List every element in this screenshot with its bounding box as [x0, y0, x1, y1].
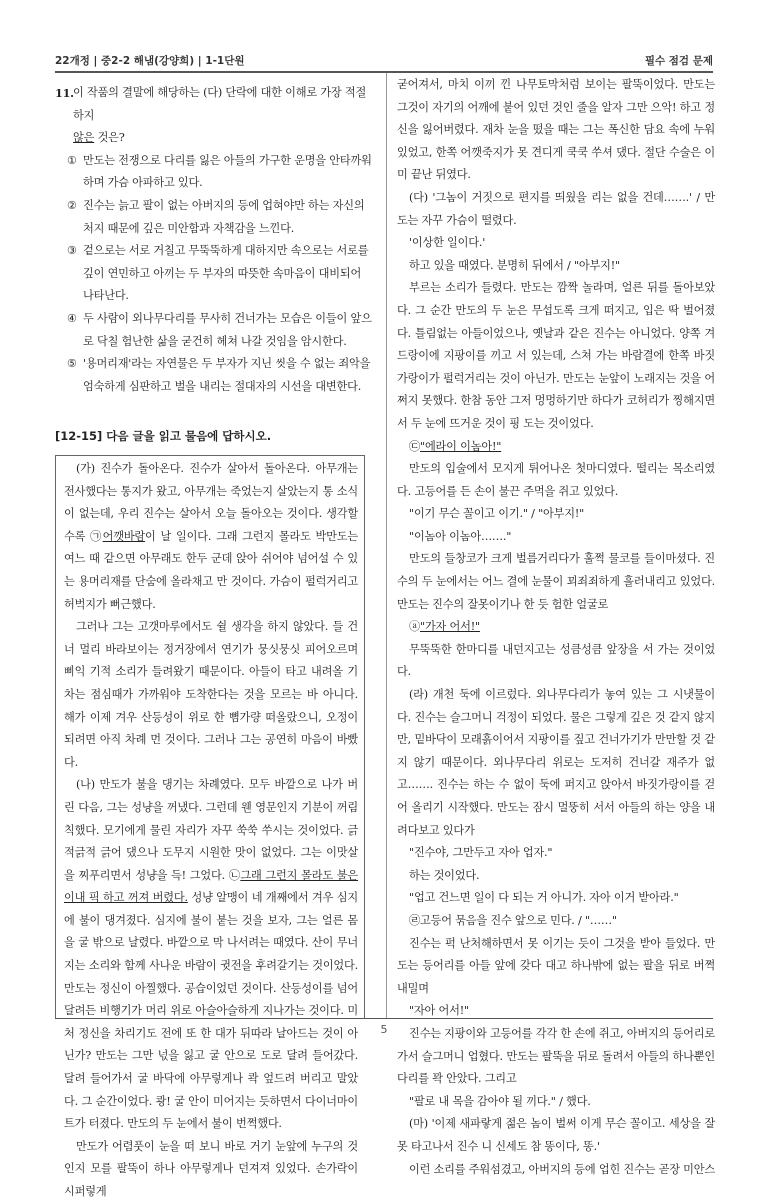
passage-paragraph: 굳어져서, 마치 이끼 낀 나무토막처럼 보이는 팔뚝이었다. 만도는 그것이 자기의 어깨에 붙어 있던 것인 줄을 알자 그만 으악! 하고 정신을 잃어버렸다. 재차 눈을 떴을 때는 그는 폭신한 담요 속에 누워 있었고, 한쪽 어깻죽지가 못 견디게 쿡쿡 쑤셔 댔다. 절단 수술은 이미 끝난 뒤였다. — [397, 78, 715, 182]
passage-continued — [397, 74, 715, 1181]
option-text: 진수는 늙고 팔이 없는 아버지의 등에 업혀야만 하는 자신의 처지 때문에 깊은 미안함과 자책감을 느낀다. — [83, 198, 365, 235]
passage-paragraph: ⓐ"가자 어서!" — [409, 620, 480, 634]
passage-paragraph: (라) 개천 둑에 이르렀다. 외나무다리가 놓여 있는 그 시냇물이다. 진수는 슬그머니 걱정이 되었다. 물은 그렇게 깊은 것 같지 않지만, 밑바닥이 모래흙이어서 지팡이를 짚고 건너가기가 만만할 것 같지 않기 때문이다. 외나무다리 위로는 도저히 건너갈 재주가 없고……. 진수는 하는 수 없이 둑에 퍼지고 앉아서 바짓가랑이를 걷어 올리기 시작했다. 만도는 잠시 멀뚱히 서서 아들의 하는 양을 내려다보고 있다가 — [397, 688, 715, 837]
passage-box — [55, 455, 365, 1198]
question-stem: 이 작품의 결말에 해당하는 (다) 단락에 대한 이해로 가장 적절하지 않은 것은? — [73, 86, 367, 145]
underlined-phrase: "가자 어서!" — [420, 620, 480, 634]
option-text: 두 사람이 외나무다리를 무사히 건너가는 모습은 이들이 앞으로 닥칠 험난한 삶을 굳건히 헤쳐 나갈 것임을 암시한다. — [83, 311, 372, 348]
option-text: 만도는 전쟁으로 다리를 잃은 아들의 가구한 운명을 안타까워 하며 가슴 아파하고 있다. — [83, 153, 372, 190]
passage-paragraph: 진수는 퍽 난처해하면서 못 이기는 듯이 그것을 받아 들었다. 만도는 등어리를 아들 앞에 갖다 대고 하나밖에 없는 팔을 뒤로 버쩍 내밀며 — [397, 936, 715, 995]
passage-paragraph: ㉣고등어 묶음을 진수 앞으로 민다. / "……" — [409, 913, 617, 927]
passage-paragraph: 만도가 어렴풋이 눈을 떠 보니 바로 거기 눈앞에 누구의 것인지 모를 팔뚝이 하나 아무렇게나 던져져 있었다. 손가락이 시퍼렇게 — [64, 1139, 358, 1198]
passage-paragraph: "이기 무슨 꼴이고 이기." / "아부지!" — [409, 507, 585, 521]
passage-paragraph: "자아 어서!" — [409, 1004, 469, 1018]
passage-paragraph: (다) '그놈이 거짓으로 편지를 띄웠을 리는 없을 건데…….' / 만도는 자꾸 가슴이 떨렸다. — [397, 190, 715, 227]
passage-paragraph: '이상한 일이다.' — [409, 236, 486, 250]
passage-paragraph: 만도의 입술에서 모지게 튀어나온 첫마디였다. 떨리는 목소리였다. 고등어를 든 손이 불끈 주먹을 쥐고 있었다. — [397, 462, 715, 498]
question-11 — [55, 82, 375, 398]
answer-option[interactable] — [55, 150, 375, 195]
option-text: 겉으로는 서로 거칠고 무뚝뚝하게 대하지만 속으로는 서로를 깊이 연민하고 아끼는 두 부자의 따뜻한 속마음이 대비되어 나타난다. — [83, 244, 369, 303]
question-number: 11. — [55, 86, 74, 100]
option-number: ③ — [67, 244, 77, 258]
passage-paragraph: 하고 있을 때였다. 분명히 뒤에서 / "아부지!" — [409, 258, 620, 272]
passage-paragraph: "진수야, 그만두고 자아 업자." — [409, 846, 553, 860]
option-number: ② — [67, 198, 77, 212]
answer-option[interactable] — [55, 195, 375, 240]
underlined-phrase: "에라이 이놈아!" — [420, 439, 502, 453]
passage-paragraph: (나) 만도가 불을 댕기는 차례였다. 모두 바깥으로 나가 버린 다음, 그는 성냥을 꺼냈다. 그런데 웬 영문인지 기분이 꺼림칙했다. 모기에게 물린 자리가 자꾸 쑥쑥 쑤시는 것이었다. 긁적긁적 긁어 댔으나 도무지 시원한 맛이 없었다. 그는 이맛살을 찌푸리면서 성냥을 득! 그었다. ㉡그래 그런지 몰라도 불은 이내 픽 하고 꺼져 버렸다. 성냥 알맹이 네 개째에서 겨우 심지에 불이 댕겨졌다. 심지에 불이 붙는 것을 보자, 그는 얼른 몸을 굴 밖으로 날렸다. 바깥으로 막 나서려는 때였다. 산이 무너지는 소리와 함께 사나운 바람이 귓전을 후려갈기는 것이었다. 만도는 정신이 아찔했다. 공습이었던 것이다. 산등성이를 넘어 달려든 비행기가 머리 위로 아슬아슬하게 지나가는 것이다. 미처 정신을 차리기도 전에 또 한 대가 뒤따라 날아드는 것이 아닌가? 만도는 그만 넋을 잃고 굴 안으로 도로 달려 들어갔다. 달려 들어가서 굴 바닥에 아무렇게나 콱 엎드려 버리고 말았다. 그 순간이었다. 쾅! 굴 안이 미어지는 듯하면서 다이너마이트가 터졌다. 만도의 두 눈에서 불이 번쩍했다. — [64, 778, 358, 1131]
underlined-phrase: 그래 그런지 몰라도 불은 이내 픽 하고 꺼져 버렸다. — [64, 868, 358, 905]
option-number: ④ — [67, 311, 77, 325]
passage-paragraph: 무뚝뚝한 한마디를 내던지고는 성큼성큼 앞장을 서 가는 것이었다. — [397, 642, 715, 679]
passage-paragraph: ㉢"에라이 이놈아!" — [409, 439, 502, 453]
footer-rule — [55, 1018, 713, 1019]
page-header — [55, 50, 713, 70]
passage-paragraph: (마) '이제 새파랗게 젊은 놈이 벌써 이게 무슨 꼴이고. 세상을 잘못 타고나서 진수 니 신세도 참 똥이다, 똥.' — [397, 1117, 715, 1153]
passage-paragraph: 부르는 소리가 들렸다. 만도는 깜짝 놀라며, 얼른 뒤를 돌아보았다. 그 순간 만도의 두 눈은 무섭도록 크게 떠지고, 입은 딱 벌어졌다. 틀림없는 아들이었으나, 옛날과 같은 진수는 아니었다. 양쪽 겨드랑이에 지팡이를 끼고 서 있는데, 스쳐 가는 바람결에 한쪽 바짓가랑이가 펄럭거리는 것이 아닌가. 만도는 눈앞이 노래지는 것을 어쩌지 못했다. 한참 동안 그저 멍멍하기만 하다가 코허리가 찡해지면서 두 눈에 뜨거운 것이 핑 도는 것이었다. — [397, 281, 715, 430]
answer-option[interactable] — [55, 308, 375, 353]
passage-paragraph: 만도의 들창코가 크게 벌름거리다가 훌쩍 물코를 들이마셨다. 진수의 두 눈에서는 어느 결에 눈물이 꾀죄죄하게 흘러내리고 있었다. 만도는 진수의 잘못이기나 한 듯 험한 얼굴로 — [397, 552, 715, 611]
option-number: ① — [67, 153, 77, 167]
page-number: 5 — [380, 1023, 388, 1036]
answer-option[interactable] — [55, 353, 375, 398]
header-section: 필수 점검 문제 — [644, 55, 713, 67]
header-course: 22개정 | 중2-2 해냄(강양희) | 1-1단원 — [55, 55, 245, 67]
header-rule — [55, 71, 713, 73]
passage-paragraph: 하는 것이었다. — [409, 868, 480, 882]
passage-paragraph: 진수는 지팡이와 고등어를 각각 한 손에 쥐고, 아버지의 등어리로 가서 슬그머니 업혔다. 만도는 팔뚝을 뒤로 돌려서 아들의 하나뿐인 다리를 꽉 안았다. 그리고 — [397, 1026, 715, 1086]
passage-paragraph: 이런 소리를 주워섬겼고, 아버지의 등에 업힌 진수는 곧장 미안스 — [409, 1162, 715, 1176]
underlined-phrase: 어깻바람 — [102, 529, 146, 543]
section-title: [12-15] 다음 글을 읽고 물음에 답하시오. — [55, 429, 272, 443]
passage-paragraph: 그러나 그는 고갯마루에서도 쉴 생각을 하지 않았다. 들 건너 멀리 바라보이는 정거장에서 연기가 뭉싯뭉싯 피어오르며 삐익 기적 소리가 들려왔기 때문이다. 아들이 타고 내려올 기차는 점심때가 가까워야 도착한다는 것을 모르는 바 아니다. 해가 이제 겨우 산등성이 위로 한 뼘가량 떠올랐으니, 오정이 되려면 아직 차례 먼 것이다. 그러나 그는 공연히 마음이 바빴다. — [64, 620, 358, 769]
column-divider — [386, 73, 387, 1018]
passage-paragraph: "이놈아 이놈아……." — [409, 529, 512, 543]
answer-option[interactable] — [55, 240, 375, 308]
passage-paragraph: "팔로 내 목을 감아야 될 끼다." / 했다. — [409, 1094, 591, 1108]
option-number: ⑤ — [67, 357, 77, 371]
stem-emphasis: 않은 — [73, 131, 95, 145]
passage-paragraph: "업고 건느면 일이 다 되는 거 아니가. 자아 이거 받아라." — [409, 891, 679, 905]
passage-paragraph: (가) 진수가 돌아온다. 진수가 살아서 돌아온다. 아무개는 전사했다는 통지가 왔고, 아무개는 죽었는지 살았는지 통 소식이 없는데, 우리 진수는 살아서 오늘 돌아오는 것이다. 생각할수록 ㉠어깻바람이 날 일이다. 그래 그런지 몰라도 박만도는 여느 때 같으면 아무래도 한두 군데 앉아 쉬어야 넘어설 수 있는 용머리재를 단숨에 올라채고 만 것이다. 가슴이 펄럭거리고 허벅지가 뻐근했다. — [64, 462, 358, 611]
option-text: '용머리재'라는 자연물은 두 부자가 지닌 씻을 수 없는 죄악을 엄숙하게 심판하고 벌을 내리는 절대자의 시선을 대변한다. — [83, 357, 371, 393]
